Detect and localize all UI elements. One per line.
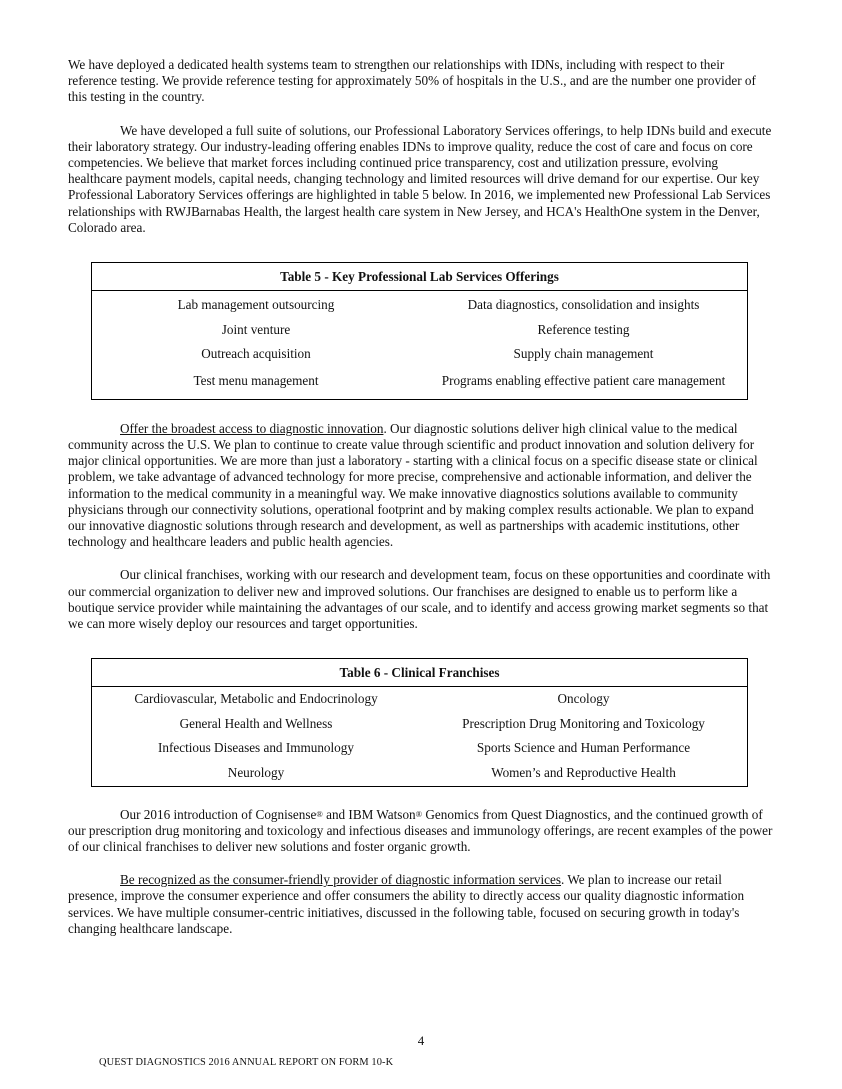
table-row bbox=[92, 367, 747, 395]
registered-mark: ® bbox=[415, 808, 423, 819]
table-5 bbox=[91, 262, 748, 400]
paragraph-diagnostic-innovation bbox=[68, 421, 774, 551]
table-cell: Lab management outsourcing bbox=[177, 297, 335, 313]
paragraph-body: . Our diagnostic solutions deliver high clinical value to the medical community across the U.S. We plan to continue to create value through scientific and product innovation and solution delivery for major clinical opportunities. We are more than just a laboratory - starting with a clinical focus on a specific disease state or clinical problem, we take advantage of advanced technology for more precise, comprehensive and actionable information, and deliver the information to the medical community in a meaningful way. We make innovative diagnostics solutions available to community physicians through our connectivity solutions, operational footprint and by making complex results actionable. We plan to expand our innovative diagnostic solutions through research and development, as well as partnerships with academic institutions, other technology and healthcare leaders and public health agencies. bbox=[68, 420, 758, 550]
paragraph-consumer-friendly bbox=[68, 872, 774, 937]
table-cell: Supply chain management bbox=[513, 346, 654, 362]
table-row bbox=[92, 342, 747, 367]
table-cell: Prescription Drug Monitoring and Toxicology bbox=[462, 715, 705, 731]
registered-mark: ® bbox=[316, 808, 323, 819]
paragraph-cognisense-watson bbox=[68, 807, 774, 856]
table-cell: Joint venture bbox=[221, 321, 291, 337]
footer-report-title: QUEST DIAGNOSTICS 2016 ANNUAL REPORT ON FORM 10-K bbox=[99, 1057, 394, 1068]
paragraph-professional-lab-services: We have developed a full suite of solutions, our Professional Laboratory Services offerings, to help IDNs build and execute their laboratory strategy. Our industry-leading offering enables IDNs to improve quality, reduce the cost of care and focus on core competencies. We believe that market forces including continued price transparency, cost and utilization pressure, evolving healthcare payment models, capital needs, changing technology and limited resources will drive demand for our expertise. Our key Professional Laboratory Services offerings are highlighted in table 5 below. In 2016, we implemented new Professional Lab Services relationships with RWJBarnabas Health, the largest health care system in New Jersey, and HCA's HealthOne system in the Denver, Colorado area. bbox=[68, 122, 772, 235]
table-cell: Outreach acquisition bbox=[201, 346, 311, 362]
table-cell: Data diagnostics, consolidation and insights bbox=[467, 297, 700, 313]
table-cell: Infectious Diseases and Immunology bbox=[158, 740, 354, 756]
table-6 bbox=[91, 658, 748, 786]
table-cell: Test menu management bbox=[193, 372, 319, 388]
paragraph-health-systems: We have deployed a dedicated health systems team to strengthen our relationships with IDNs, including with respect to their reference testing. We provide reference testing for approximately 50% of hospitals in the U.S., and are the number one provider of this testing in the country. bbox=[68, 57, 756, 105]
table-cell: Women’s and Reproductive Health bbox=[491, 765, 676, 781]
paragraph-text: Genomics from Quest Diagnostics, and the continued growth of our prescription drug monitoring and toxicology and infectious diseases and immunology offerings, are recent examples of the power of our clinical franchises to deliver new solutions and foster organic growth. bbox=[68, 806, 773, 855]
table-cell: Oncology bbox=[557, 691, 610, 707]
paragraph-body: . We plan to increase our retail presence, improve the consumer experience and offer consumers the ability to directly access our quality diagnostic information services. We have multiple consumer-centric initiatives, discussed in the following table, focused on securing growth in today's changing healthcare landscape. bbox=[68, 872, 745, 936]
table-cell: General Health and Wellness bbox=[179, 715, 333, 731]
table-row bbox=[92, 293, 747, 318]
page-number: 4 bbox=[417, 1033, 425, 1048]
table-row bbox=[92, 712, 747, 737]
table-5-title: Table 5 - Key Professional Lab Services Offerings bbox=[92, 263, 747, 291]
table-row bbox=[92, 318, 747, 343]
table-cell: Reference testing bbox=[537, 321, 630, 337]
table-cell: Cardiovascular, Metabolic and Endocrinology bbox=[134, 691, 378, 707]
table-row bbox=[92, 687, 747, 712]
table-cell: Neurology bbox=[227, 765, 285, 781]
table-cell: Sports Science and Human Performance bbox=[476, 740, 691, 756]
section-heading: Offer the broadest access to diagnostic innovation bbox=[120, 420, 384, 436]
table-row bbox=[92, 761, 747, 786]
table-cell: Programs enabling effective patient care management bbox=[441, 372, 726, 388]
table-row bbox=[92, 736, 747, 761]
section-heading: Be recognized as the consumer-friendly provider of diagnostic information services bbox=[120, 872, 562, 888]
table-6-title: Table 6 - Clinical Franchises bbox=[92, 659, 747, 687]
paragraph-text: and IBM Watson bbox=[322, 806, 416, 822]
paragraph-clinical-franchises: Our clinical franchises, working with our research and development team, focus on these opportunities and coordinate with our commercial organization to deliver new and improved solutions. Our franchises are designed to enable us to perform like a boutique service provider while maintaining the advantages of our scale, and to identify and access growing market segments so that we can more wisely deploy our resources and target opportunities. bbox=[68, 567, 771, 632]
document-page bbox=[68, 57, 774, 937]
paragraph-text: Our 2016 introduction of Cognisense bbox=[120, 806, 317, 822]
